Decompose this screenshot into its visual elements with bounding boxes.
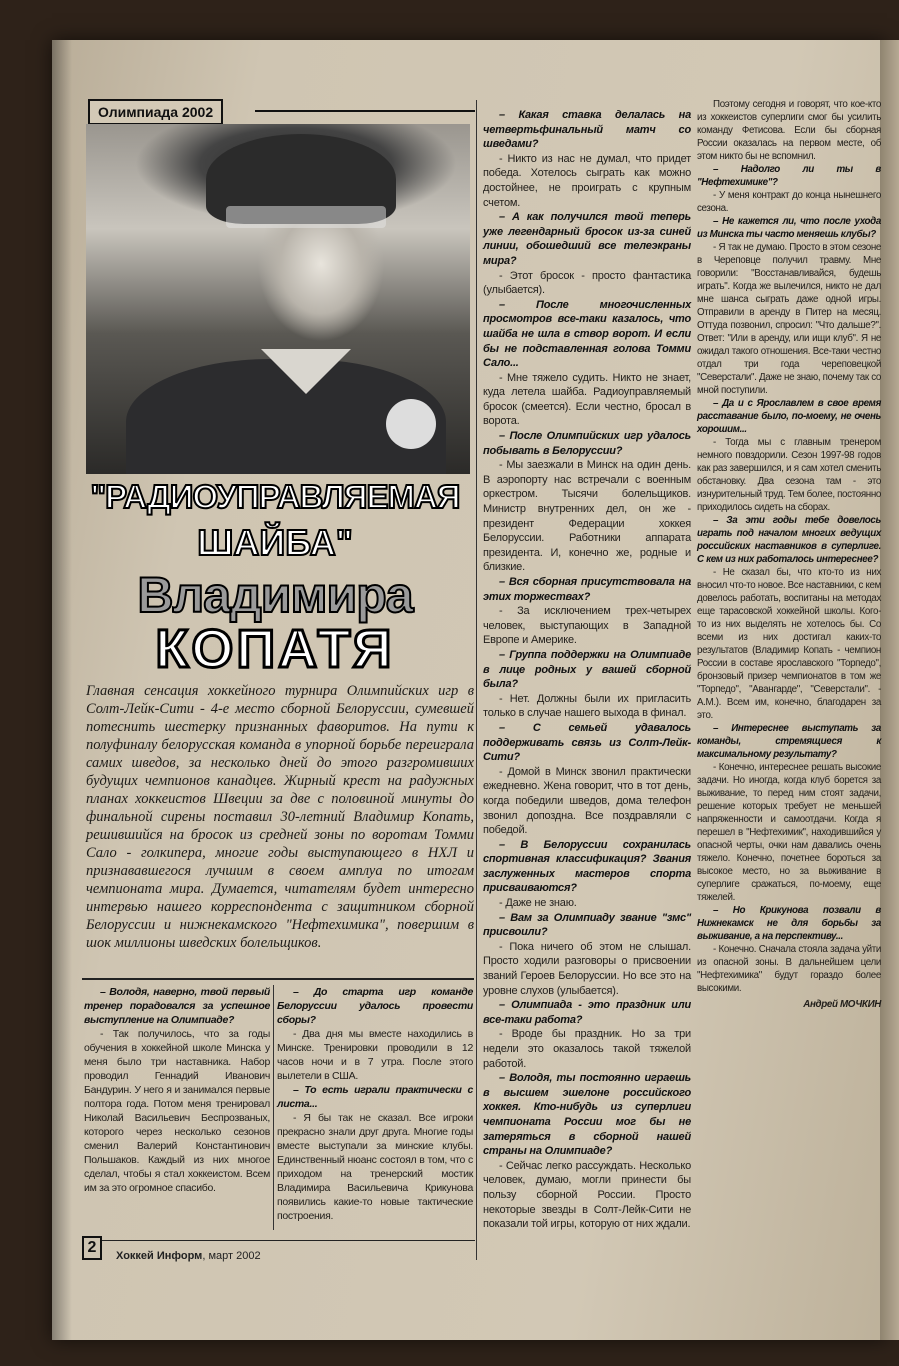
- visor-shape: [226, 206, 386, 228]
- footer-credit: [116, 1250, 261, 1262]
- interview-answer: - Этот бросок - просто фантастика (улыбается).: [483, 269, 691, 297]
- interview-answer: - Два дня мы вместе находились в Минске. Тренировки проводили в 12 часов ночи и в 7 утра. После этого вылетели в США.: [277, 1028, 473, 1082]
- interview-answer: - Сейчас легко рассуждать. Несколько человек, думаю, могли принести бы пользу сборной России. Просто некоторые звезды в Солт-Лейк-Сити не показали той игры, которую от них ждали.: [483, 1159, 691, 1231]
- article-column-b: [277, 985, 473, 1223]
- interview-question: – Володя, наверно, твой первый тренер порадовался за успешное выступление на Олимпиаде?: [84, 986, 270, 1026]
- headline-line-3: Владимира: [137, 567, 413, 623]
- interview-answer: - Конечно. Сначала стояла задача уйти из опасной зоны. В дальнейшем цели "Нефтехимика" будут гораздо более высокими.: [697, 944, 881, 994]
- interview-answer: - Домой в Минск звонил практически ежедневно. Жена говорит, что в тот день, когда победили шведов, дома телефон звонил допоздна. Все поздравляли с победой.: [483, 765, 691, 837]
- interview-answer: - Я бы так не сказал. Все игроки прекрасно знали друг друга. Многие годы вместе выступали за минские клубы. Единственный нюанс состоял в том, что с приходом на тренерский мостик Владимира Васильевича Крикунова появились какие-то новые тактические построения.: [277, 1112, 473, 1222]
- player-photo: [86, 124, 470, 474]
- interview-question: – За эти годы тебе довелось играть под началом многих ведущих российских наставников в суперлиге. С кем из них работалось интереснее?: [697, 515, 881, 565]
- interview-question: – Надолго ли ты в "Нефтехимике"?: [697, 164, 881, 188]
- interview-question: – А как получился твой теперь уже легендарный бросок из-за синей линии, обошедший все телеэкраны мира?: [483, 211, 691, 267]
- interview-question: – Какая ставка делалась на четвертьфинальный матч со шведами?: [483, 109, 691, 151]
- column-divider: [273, 985, 274, 1230]
- interview-question: – Володя, ты постоянно играешь в высшем эшелоне российского хоккея. Кто-нибудь из суперлиги чемпионата России мог бы не затеряться в сборной нашей страны на Олимпиаде?: [483, 1072, 691, 1158]
- headline-line-1: "РАДИОУПРАВЛЯЕМАЯ: [90, 478, 460, 515]
- interview-question: – До старта игр команде Белоруссии удалось провести сборы?: [277, 986, 473, 1026]
- article-column-2: [483, 108, 691, 1232]
- lead-bottom-rule: [82, 978, 474, 980]
- page-spine-shadow: [52, 40, 72, 1340]
- headline-line-2: ШАЙБА": [197, 522, 353, 563]
- interview-question: – Вся сборная присутствовала на этих торжествах?: [483, 576, 691, 603]
- article-column-a: [84, 985, 270, 1195]
- interview-answer: - У меня контракт до конца нынешнего сезона.: [697, 190, 881, 214]
- interview-answer: - Даже не знаю.: [499, 897, 577, 910]
- interview-answer: - Нет. Должны были их пригласить только в случае нашего выхода в финал.: [483, 692, 691, 720]
- column-divider: [476, 100, 477, 1260]
- interview-question: – Но Крикунова позвали в Нижнекамск не для борьбы за выживание, а на перспективу...: [697, 905, 881, 942]
- interview-answer: - Мы заезжали в Минск на один день. В аэропорту нас встречали с военным оркестром. Тысячи болельщиков. Министр внутренних дел, он же - президент Федерации хоккея Белоруссии. Работники аппарата президента. И, конечно же, родные и близкие.: [483, 459, 691, 574]
- interview-question: – То есть играли практически с листа...: [277, 1084, 473, 1110]
- interview-answer: - Вроде бы праздник. Но за три недели это оказалось такой тяжелой работой.: [483, 1028, 691, 1070]
- issue-date: , март 2002: [202, 1250, 261, 1262]
- interview-answer: - Мне тяжело судить. Никто не знает, куда летела шайба. Радиоуправляемый бросок (смеется). Если честно, бросал в ворота.: [483, 371, 691, 428]
- interview-question: – Олимпиада - это праздник или все-таки работа?: [483, 999, 691, 1026]
- article-column-3: [697, 98, 881, 1011]
- section-rubric: Олимпиада 2002: [88, 99, 223, 125]
- interview-question: – Да и с Ярославлем в свое время расставание было, по-моему, не очень хорошим...: [697, 398, 881, 435]
- interview-question: – С семьей удавалось поддерживать связь из Солт-Лейк-Сити?: [483, 721, 691, 764]
- rubric-rule: [255, 110, 475, 112]
- page-number: 2: [82, 1236, 102, 1260]
- interview-question: – Группа поддержки на Олимпиаде в лице родных у вашей сборной была?: [483, 648, 691, 691]
- publication-name: Хоккей Информ: [116, 1250, 203, 1262]
- author-signature: Андрей МОЧКИН: [803, 999, 881, 1010]
- footer-rule: [100, 1240, 475, 1241]
- interview-question: – После многочисленных просмотров все-таки казалось, что шайба не шла в створ ворот. И если бы не подставленная голова Томми Сало...: [483, 298, 691, 370]
- interview-question: – Интереснее выступать за команды, стремящиеся к максимальному результату?: [697, 723, 881, 760]
- interview-answer: - Конечно, интереснее решать высокие задачи. Но иногда, когда клуб борется за выживание, то перед ним стоят задачи, решение которых требует не меньшей напряженности и самоотдачи. Когда я перешел в "Нефтехимик", находившийся у опасной черты, очки нам давались очень тяжело. Конечно, почетнее бороться за высокое место, но за выживание в суперлиге сражаться, по-моему, еще тяжелей.: [697, 762, 881, 903]
- interview-answer: - Пока ничего об этом не слышал. Просто ходили разговоры о присвоении званий Героев Белоруссии. Но все это на уровне слухов (улыбается).: [483, 940, 691, 997]
- interview-question: – Вам за Олимпиаду звание "змс" присвоили?: [483, 911, 691, 939]
- headline-line-4: КОПАТЯ: [155, 619, 395, 679]
- interview-question: – После Олимпийских игр удалось побывать в Белоруссии?: [483, 430, 691, 457]
- interview-question: – Не кажется ли, что после ухода из Минска ты часто меняешь клубы?: [697, 216, 881, 240]
- article-lead: Главная сенсация хоккейного турнира Олимпийских игр в Солт-Лейк-Сити - 4-е место сборной Белоруссии, сумевшей потеснить шестерку признанных фаворитов. На пути к полуфиналу белорусская команда в упорной борьбе переиграла самих шведов, за несколько дней до этого разгромивших будущих чемпионов канадцев. Жирный крест на радужных планах хоккеистов Швеции за две с половиной минуты до финальной сирены поставил 30-летний Владимир Копать, решившийся на бросок из средней зоны по воротам Томми Сало - голкипера, многие годы выступающего в НХЛ и признававшегося лучшим в своем амплуа по итогам чемпионата мира. Думается, читателям будет интересно интервью нашего корреспондента с защитником сборной Белоруссии и нижнекамского "Нефтехимика", повершим в шок миллионы шведских болельщиков.: [86, 683, 474, 951]
- interview-answer: - Тогда мы с главным тренером немного повздорили. Сезон 1997-98 годов как раз завершился, и я сам хотел сменить обстановку. Два сезона там - это изнурительный труд. Тем более, постоянно приходилось сидеть на сборах.: [697, 437, 881, 513]
- interview-answer: - Я так не думаю. Просто в этом сезоне в Череповце получил травму. Мне говорили: "Восстанавливайся, будешь играть". Когда же вылечился, никто не дал мне шанса сыграть даже одной игры. Отправили в аренду в Питер на месяц. Оттуда позвонил, спросил: "Что дальше?". Ответ: "Или в аренду, или ищи клуб". Я не ожидал такого отношения. Все-таки честно отдал три года череповецкой "Северстали". Даже не знаю, почему так со мной поступили.: [697, 242, 881, 396]
- interview-answer: - Никто из нас не думал, что придет победа. Хотелось сыграть как можно достойнее, не проиграть с крупным счетом.: [483, 152, 691, 209]
- next-page-edge: [880, 40, 899, 1340]
- interview-answer: - Так получилось, что за годы обучения в хоккейной школе Минска у меня было три наставника. Набор проводил Геннадий Иванович Бандурин. У него я и занимался первые полтора года. Потом меня тренировал Николай Васильевич Беспрозваных, которого через несколько сезонов сменил Валерий Константинович Польшаков. Каждый из них многое сделал, чтобы я стал хоккеистом. Всем им за это огромное спасибо.: [84, 1028, 270, 1194]
- interview-answer: Поэтому сегодня и говорят, что кое-кто из хоккеистов суперлиги смог бы усилить команду Фетисова. Если бы сборная России оказалась на первом месте, об этом никто бы не вспомнил.: [697, 99, 881, 162]
- jersey-logo: [386, 399, 436, 449]
- interview-answer: - Не сказал бы, что кто-то из них вносил что-то новое. Все наставники, с кем довелось работать, воспитаны на методах еще тарасовской хоккейной школы. Кого-то из них выделять не хотелось бы. Со всеми из них достигал каких-то результатов (Владимир Копать - чемпион России в составе ярославского "Торпедо", бронзовый призер чемпионатов в том же "Торпедо", "Авангарде", "Северстали". - А.М.). Всем им, конечно, благодарен за это.: [697, 567, 881, 721]
- interview-question: – В Белоруссии сохранилась спортивная классификация? Звания заслуженных мастеров спорта присваиваются?: [483, 838, 691, 895]
- interview-answer: - За исключением трех-четырех человек, выступающих в Западной Европе и Америке.: [483, 605, 691, 647]
